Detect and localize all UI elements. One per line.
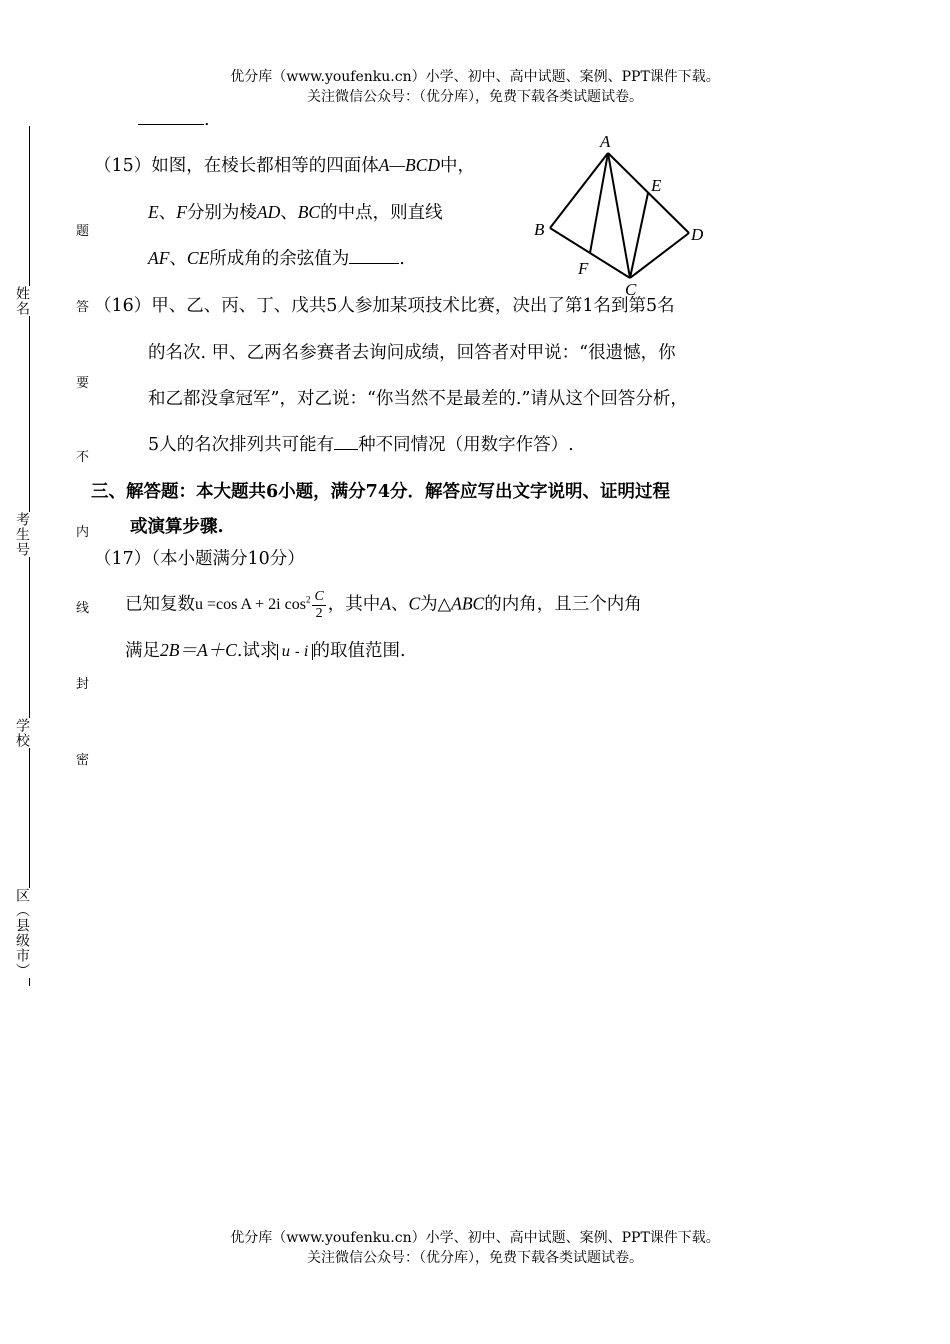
previous-answer-blank: . [138, 108, 210, 130]
label-f: F [578, 259, 589, 278]
q16-answer-blank [334, 433, 358, 450]
edge-ab [550, 153, 608, 228]
seal-char: 答 [76, 300, 90, 315]
q16-line-3: 和乙都没拿冠军”，对乙说：“你当然不是最差的.”请从这个回答分析， [148, 389, 688, 409]
q17-title: （17）（本小题满分10分） [94, 549, 305, 569]
seal-char: 题 [76, 224, 90, 239]
q15-line-3: AF、CE所成角的余弦值为 . [148, 248, 405, 269]
q17-line-1: 已知复数u =cos A + 2i $\cos^2$ $\frac{C}{2}$ ，其中A、C为△ABC的内角，且三个内角 [125, 589, 642, 622]
seal-char: 封 [76, 677, 90, 692]
label-d: D [691, 225, 704, 244]
section-3-heading: 三、解答题：本大题共6小题，满分74分．解答应写出文字说明、证明过程 [91, 482, 671, 502]
q15-line-1: （15）如图，在棱长都相等的四面体A—BCD中， [94, 155, 476, 176]
q16-number: （16） [94, 296, 152, 316]
abs-value-u-minus-i: u - i [277, 644, 312, 660]
name-label: 姓名 [14, 286, 30, 316]
section-3-heading-cont: 或演算步骤. [130, 517, 224, 537]
district-label: 区（县级市） [14, 888, 30, 978]
label-c: C [625, 280, 637, 299]
q17-line-2: 满足2B＝A＋C.试求 u - i 的取值范围. [125, 640, 406, 661]
header-line-2: 关注微信公众号：（优分库），免费下载各类试题试卷。 [307, 89, 643, 105]
segment-af [590, 153, 608, 253]
seal-char: 要 [76, 376, 90, 391]
fraction-c-over-2: $\frac{C}{2}$ [314, 589, 324, 622]
q16-line-2: 的名次. 甲、乙两名参赛者去询问成绩，回答者对甲说：“很遗憾，你 [148, 343, 676, 363]
footer-line-2: 关注微信公众号：（优分库），免费下载各类试题试卷。 [307, 1250, 643, 1266]
footer-line-1: 优分库（www.youfenku.cn）小学、初中、高中试题、案例、PPT课件下载。 [230, 1230, 720, 1246]
q15-answer-blank [349, 247, 399, 264]
q15-line-2: E、F分别为棱AD、BC的中点，则直线 [148, 202, 443, 223]
seal-char: 内 [76, 525, 90, 540]
seal-char: 线 [76, 601, 90, 616]
tetrahedron-figure [520, 125, 720, 300]
q16-line-4: 5人的名次排列共可能有 种不同情况（用数字作答）. [148, 435, 574, 455]
q15-number: （15） [94, 156, 152, 176]
q16-line-1: （16）甲、乙、丙、丁、戊共5人参加某项技术比赛，决出了第1名到第5名 [94, 296, 675, 316]
seal-char: 不 [76, 450, 90, 465]
school-label: 学校 [14, 718, 30, 748]
label-e: E [651, 176, 662, 195]
label-b: B [534, 220, 545, 239]
header-line-1: 优分库（www.youfenku.cn）小学、初中、高中试题、案例、PPT课件下载。 [230, 69, 720, 85]
exam-number-label: 考生号 [14, 512, 30, 557]
seal-char: 密 [76, 753, 90, 768]
q17-formula: u =cos A + 2i $\cos^2$ $\frac{C}{2}$ [195, 589, 324, 622]
label-a: A [600, 132, 611, 151]
